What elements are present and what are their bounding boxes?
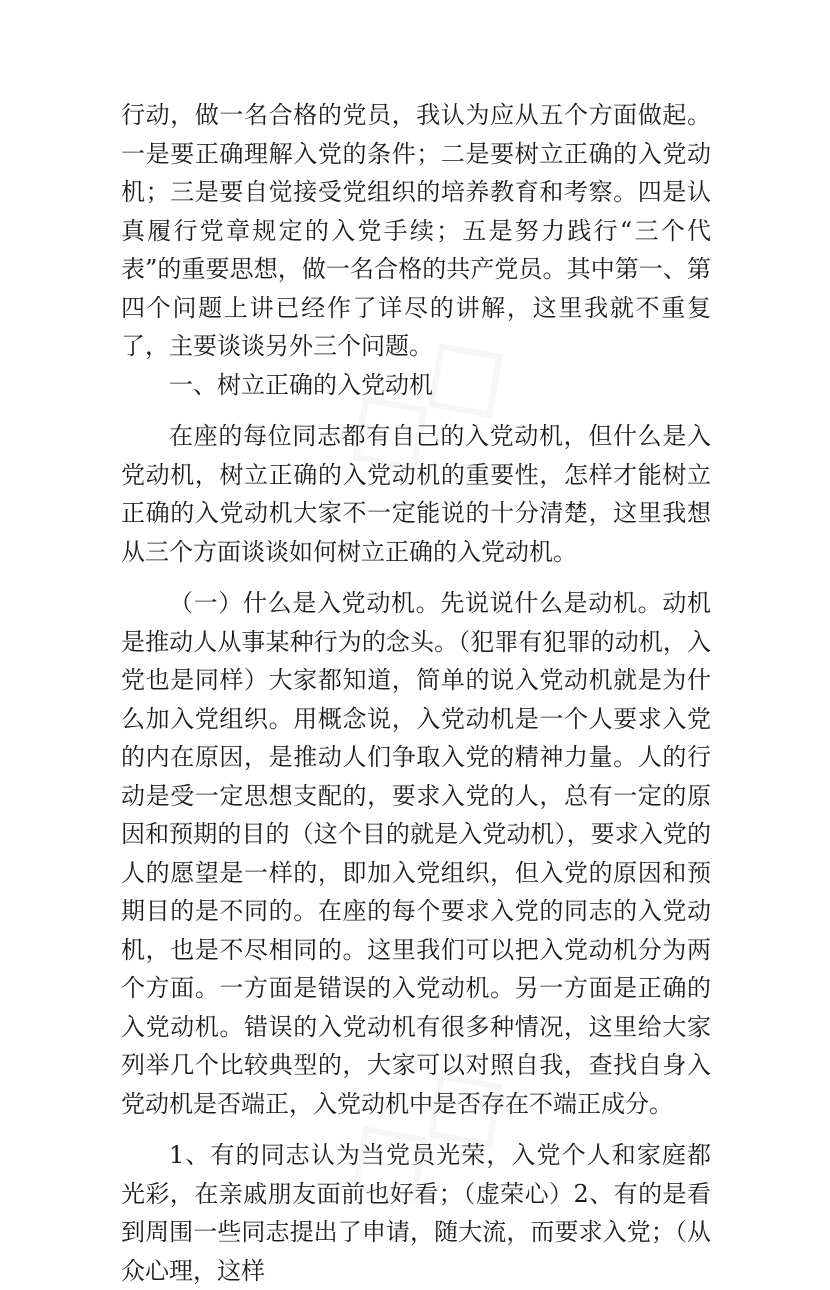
section-heading: 一、树立正确的入党动机 <box>169 370 433 399</box>
paragraph-intro: 行动，做一名合格的党员，我认为应从五个方面做起。一是要正确理解入党的条件；二是要树立正确的入党动机；三是要自觉接受党组织的培养教育和考察。四是认真履行党章规定的入党手续；五是努力践行“三个代表”的重要思想，做一名合格的共产党员。其中第一、第四个问题上讲已经作了详尽的讲解，这里我就不重复了，主要谈谈另外三个问题。 <box>121 101 711 360</box>
paragraph-motive-intro: 在座的每位同志都有自己的入党动机，但什么是入党动机，树立正确的入党动机的重要性，怎样才能树立正确的入党动机大家不一定能说的十分清楚，这里我想从三个方面谈谈如何树立正确的入党动机。 <box>121 422 711 566</box>
document-body <box>121 96 711 1290</box>
paragraph-wrong-motives: 1、有的同志认为当党员光荣，入党个人和家庭都光彩，在亲戚朋友面前也好看；（虚荣心）2、有的是看到周围一些同志提出了申请，随大流，而要求入党；（从众心理，这样 <box>121 1141 711 1285</box>
paragraph-definition: （一）什么是入党动机。先说说什么是动机。动机是推动人从事某种行为的念头。（犯罪有犯罪的动机，入党也是同样）大家都知道，简单的说入党动机就是为什么加入党组织。用概念说，入党动机是一个人要求入党的内在原因，是推动人们争取入党的精神力量。人的行动是受一定思想支配的，要求入党的人，总有一定的原因和预期的目的（这个目的就是入党动机），要求入党的人的愿望是一样的，即加入党组织，但入党的原因和预期目的是不同的。在座的每个要求入党的同志的入党动机，也是不尽相同的。这里我们可以把入党动机分为两个方面。一方面是错误的入党动机。另一方面是正确的入党动机。错误的入党动机有很多种情况，这里给大家列举几个比较典型的，大家可以对照自我，查找自身入党动机是否端正，入党动机中是否存在不端正成分。 <box>121 589 711 1118</box>
